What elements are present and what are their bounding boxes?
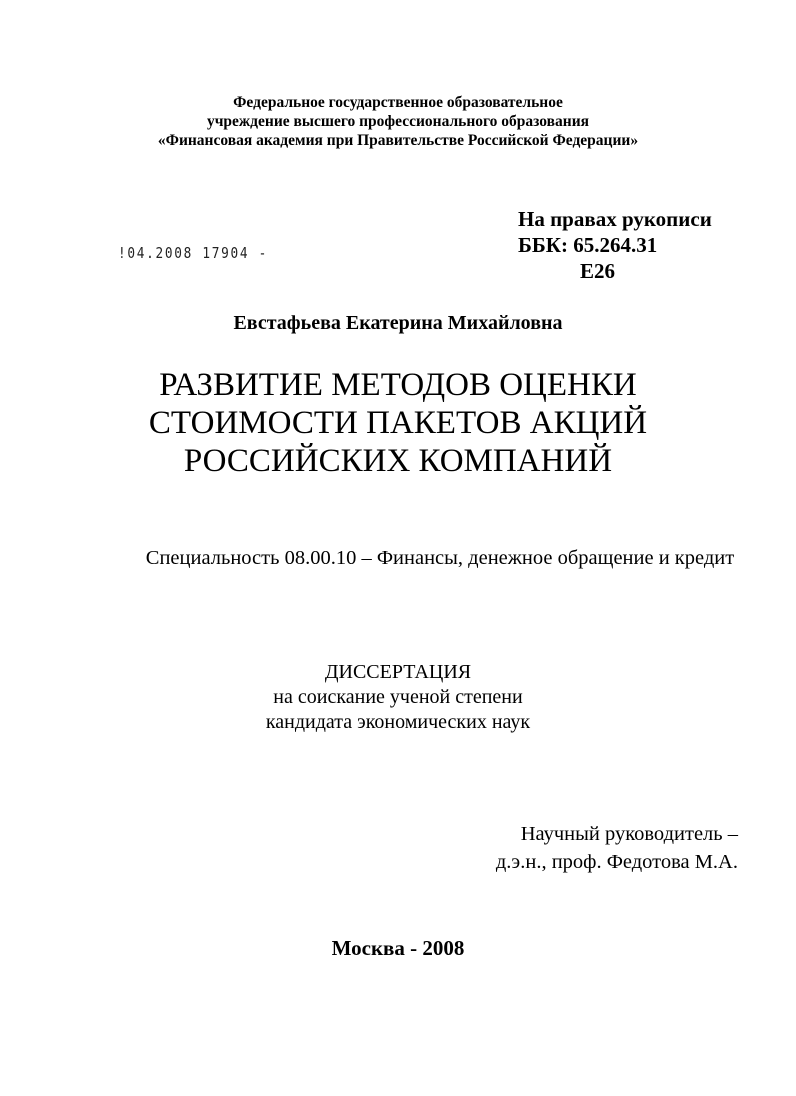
author-name: Евстафьева Екатерина Михайловна bbox=[233, 312, 563, 334]
specialty: Специальность 08.00.10 – Финансы, денежное обращение и кредит bbox=[145, 547, 735, 569]
title-line: РАЗВИТИЕ МЕТОДОВ ОЦЕНКИ bbox=[159, 367, 637, 403]
bbk-code: ББК: 65.264.31 bbox=[518, 233, 658, 257]
supervisor-name: д.э.н., проф. Федотова М.А. bbox=[495, 851, 738, 873]
title-line: РОССИЙСКИХ КОМПАНИЙ bbox=[183, 443, 613, 479]
supervisor-label: Научный руководитель – bbox=[520, 823, 738, 845]
dissertation-title bbox=[0, 366, 796, 480]
degree-line: на соискание ученой степени bbox=[273, 686, 523, 708]
rights-label: На правах рукописи bbox=[518, 207, 712, 231]
institution-line: Федеральное государственное образовательное bbox=[233, 94, 563, 111]
title-line: СТОИМОСТИ ПАКЕТОВ АКЦИЙ bbox=[148, 405, 648, 441]
library-stamp-number: !04.2008 17904 - bbox=[118, 244, 269, 262]
dissertation-label: ДИССЕРТАЦИЯ bbox=[324, 661, 472, 683]
institution-header bbox=[0, 93, 796, 150]
dissertation-type bbox=[0, 660, 796, 735]
supervisor-block bbox=[440, 820, 738, 876]
institution-line: учреждение высшего профессионального образования bbox=[206, 113, 590, 130]
institution-line: «Финансовая академия при Правительстве Российской Федерации» bbox=[157, 132, 639, 149]
city-year: Москва - 2008 bbox=[331, 936, 465, 960]
degree-line: кандидата экономических наук bbox=[265, 711, 531, 733]
manuscript-rights-block bbox=[518, 206, 712, 284]
author-mark: Е26 bbox=[580, 259, 616, 283]
